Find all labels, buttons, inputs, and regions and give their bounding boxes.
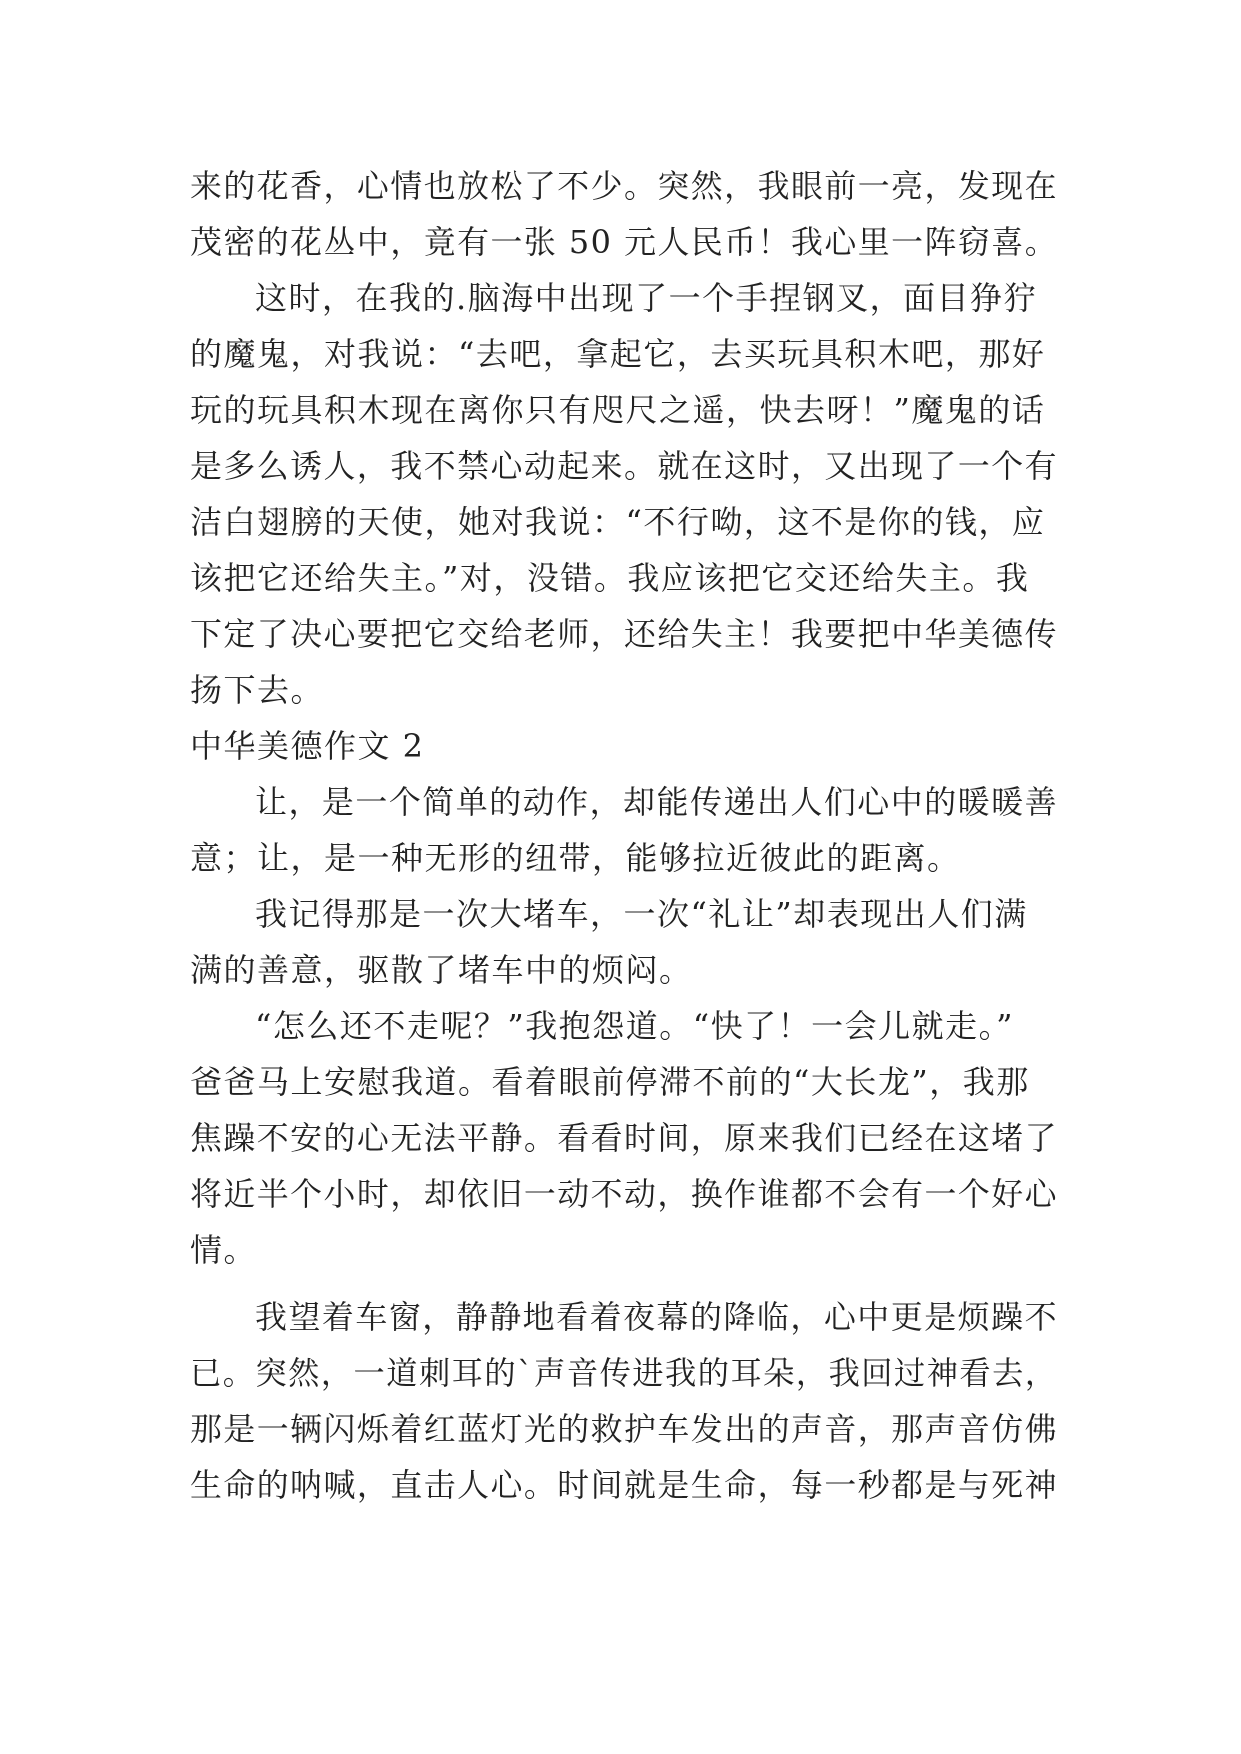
text-line: 的魔鬼，对我说：“去吧，拿起它，去买玩具积木吧，那好 <box>190 335 1046 373</box>
text-line: 茂密的花丛中，竟有一张 50 元人民币！我心里一阵窃喜。 <box>190 223 1059 261</box>
text-line: 是多么诱人，我不禁心动起来。就在这时，又出现了一个有 <box>190 447 1059 485</box>
text-line: 下定了决心要把它交给老师，还给失主！我要把中华美德传 <box>190 615 1059 653</box>
text-line: 来的花香，心情也放松了不少。突然，我眼前一亮，发现在 <box>190 167 1059 205</box>
text-line: 意；让，是一种无形的纽带，能够拉近彼此的距离。 <box>190 839 961 877</box>
text-line: 爸爸马上安慰我道。看着眼前停滞不前的“大长龙”，我那 <box>190 1063 1030 1101</box>
text-line: 将近半个小时，却依旧一动不动，换作谁都不会有一个好心 <box>190 1175 1059 1213</box>
text-line: 该把它还给失主。”对，没错。我应该把它交还给失主。我 <box>190 559 1030 597</box>
text-line: 扬下去。 <box>190 671 325 709</box>
section-heading: 中华美德作文 2 <box>190 727 425 765</box>
text-line: 玩的玩具积木现在离你只有咫尺之遥，快去呀！”魔鬼的话 <box>190 391 1046 429</box>
text-line: 我记得那是一次大堵车，一次“礼让”却表现出人们满 <box>255 895 1028 933</box>
text-line: 那是一辆闪烁着红蓝灯光的救护车发出的声音，那声音仿佛 <box>190 1410 1059 1448</box>
text-line: 洁白翅膀的天使，她对我说：“不行呦，这不是你的钱，应 <box>190 503 1046 541</box>
text-line: “怎么还不走呢？”我抱怨道。“快了！一会儿就走。” <box>255 1007 1014 1045</box>
text-line: 已。突然，一道刺耳的`声音传进我的耳朵，我回过神看去， <box>190 1354 1058 1392</box>
text-line: 这时，在我的.脑海中出现了一个手捏钢叉，面目狰狞 <box>255 279 1038 317</box>
text-line: 满的善意，驱散了堵车中的烦闷。 <box>190 951 693 989</box>
text-line: 情。 <box>190 1231 258 1269</box>
text-line: 焦躁不安的心无法平静。看看时间，原来我们已经在这堵了 <box>190 1119 1059 1157</box>
text-line: 让，是一个简单的动作，却能传递出人们心中的暖暖善 <box>255 783 1059 821</box>
text-line: 生命的呐喊，直击人心。时间就是生命，每一秒都是与死神 <box>190 1466 1059 1504</box>
text-line: 我望着车窗，静静地看着夜幕的降临，心中更是烦躁不 <box>255 1298 1059 1336</box>
